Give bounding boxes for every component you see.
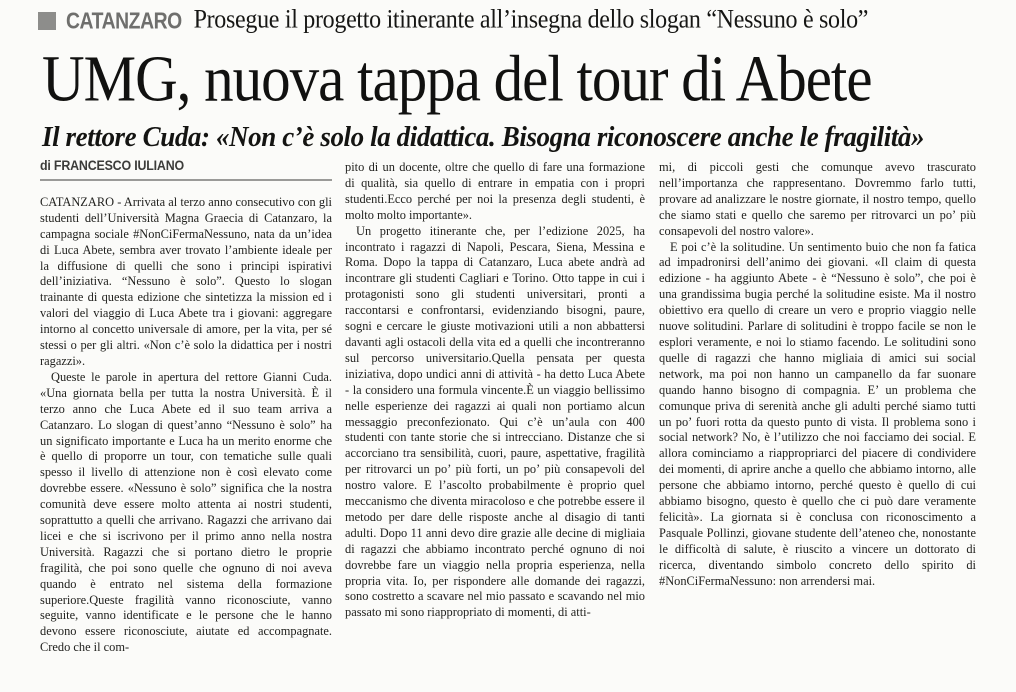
body-column-3 [659, 160, 976, 692]
paragraph: Queste le parole in apertura del rettore Gianni Cuda. «Una giornata bella per tutta la nostra Università. È il terzo anno che Luca Abete ed il suo team arriva a Catanzaro. Lo slogan di quest’anno “Nessuno è solo” ha un significato importante e Luca ha un merito enorme che è quello di proporre un tour, con tematiche sulle quali spesso il livello di attenzione non è così elevato come dovrebbe essere. «Nessuno è solo” significa che la nostra comunità deve essere molto attenta ai nostri studenti, soprattutto a quelli che arrivano. Ragazzi che arrivano dai licei e che si iscrivono per il primo anno nella nostra Università. Ragazzi che si portano dietro le proprie fragilità, che poi sono quelle che ognuno di noi aveva quando è entrato nel sistema della formazione superiore.Queste fragilità vanno riconosciute, vanno seguite, vanno identificate e le persone che le hanno devono essere riconosciute, aiutate ed accompagnate. Credo che il com- [40, 369, 332, 655]
kicker-square-icon [38, 12, 56, 30]
subhead: Il rettore Cuda: «Non c’è solo la didattica. Bisogna riconoscere anche le fragilità» [42, 121, 925, 153]
kicker [38, 7, 868, 34]
paragraph: Un progetto itinerante che, per l’edizione 2025, ha incontrato i ragazzi di Napoli, Pescara, Siena, Messina e Roma. Dopo la tappa di Catanzaro, Luca abete andrà ad incontrare gli studenti Cagliari e Torino. Otto tappe in cui i protagonisti sono gli studenti universitari, pronti a raccontarsi e confrontarsi, evidenziando bisogni, paure, sogni e cercare le giuste motivazioni utili a non abbattersi davanti agli ostacoli della vita ed a quelli che incontreranno sul percorso universitario.Quella pensata per questa iniziativa, dopo undici anni di attività - ha detto Luca Abete - la considero una formula vincente.È un viaggio bellissimo nelle esperienze dei ragazzi ai quali non portiamo alcun messaggio preconfezionato. Qui c’è un’aula con 400 studenti con tante storie che si intrecciano. Distanze che si accorciano tra sensibilità, cuori, paure, aspettative, fragilità per ritrovarci un po’ più forti, un po’ più consapevoli del nostro valore. E l’ascolto probabilmente è proprio quel meccanismo che diventa miracoloso e che potrebbe essere il metodo per dare delle risposte anche al disagio di tanti adulti. Dopo 11 anni devo dire grazie alle decine di migliaia di ragazzi che abbiamo incontrato perché ognuno di noi dovrebbe fare un viaggio nella propria esperienza, nella propria vita. Io, per rispondere alle domande dei ragazzi, sono costretto a scavare nel mio passato e scavando nel mio passato mi sono riappropriato di momenti, di atti- [345, 223, 645, 620]
paragraph: mi, di piccoli gesti che comunque avevo trascurato nell’importanza che rappresentano. Dovremmo farlo tutti, provare ad analizzare le nostre giornate, il nostro tempo, quello che siamo stati e quello che saremo per ritrovarci un po’ più consapevoli del nostro valore». [659, 160, 976, 238]
body-column-2 [345, 160, 645, 692]
byline-block [40, 158, 332, 181]
byline: di FRANCESCO IULIANO [40, 158, 184, 173]
body-column-1 [40, 158, 332, 692]
kicker-text: Prosegue il progetto itinerante all’insegna dello slogan “Nessuno è solo” [193, 5, 869, 35]
page-title: UMG, nuova tappa del tour di Abete [42, 41, 872, 116]
paragraph: pito di un docente, oltre che quello di fare una formazione di qualità, sia quello di entrare in empatia con i propri studenti.Ecco perché per noi la presenza degli studenti, è molto molto importante». [345, 160, 645, 222]
kicker-location-tag: CATANZARO [66, 6, 182, 34]
paragraph: E poi c’è la solitudine. Un sentimento buio che non fa fatica ad impadronirsi dell’animo dei giovani. «Il claim di questa edizione - ha aggiunto Abete - è “Nessuno è solo”, che poi è una grandissima bugia perché la solitudine esiste. Ma il nostro obiettivo era quello di creare un vero e proprio viaggio nelle nuove solitudini. Parlare di solitudini è troppo facile se non le esplori veramente, e noi lo stiamo facendo. Le solitudini sono quelle di ragazzi che hanno migliaia di amici sui social network, ma poi non hanno un campanello da far suonare quando hanno bisogno di compagnia. E’ un problema che comunque priva di serenità anche gli adulti perché siamo tutti un po’ fuori rotta da questo punto di vista. Il problema sono i social network? No, è l’utilizzo che noi facciamo dei social. E allora cominciamo a riappropriarci del piacere di condividere dei momenti, di aprire anche a quello che abbiamo intorno, alle persone che abbiamo intorno, perché questo è quello di cui abbiamo bisogno, questo è quello che ci può dare veramente felicità». La giornata si è conclusa con riconoscimento a Pasquale Pollinzi, giovane studente dell’ateneo che, nonostante le difficoltà di salute, è riuscito a vincere un dottorato di ricerca, diventando simbolo concreto dello spirito di #NonCiFermaNessuno: non arrendersi mai. [659, 239, 976, 588]
paragraph: CATANZARO - Arrivata al terzo anno consecutivo con gli studenti dell’Università Magna Graecia di Catanzaro, la campagna sociale #NonCiFermaNessuno, nata da un’idea di Luca Abete, sembra aver trovato l’ambiente ideale per la diffusione di quelli che sono i principi ispirativi dell’iniziativa. “Nessuno è solo”. Questo lo slogan trainante di questa edizione che sintetizza la mission ed i valori del viaggio di Luca Abete tra i giovani: aggregare intorno al concetto universale di amore, per la vita, per sé stessi o per gli altri. «Non c’è solo la didattica per i nostri ragazzi». [40, 194, 332, 368]
